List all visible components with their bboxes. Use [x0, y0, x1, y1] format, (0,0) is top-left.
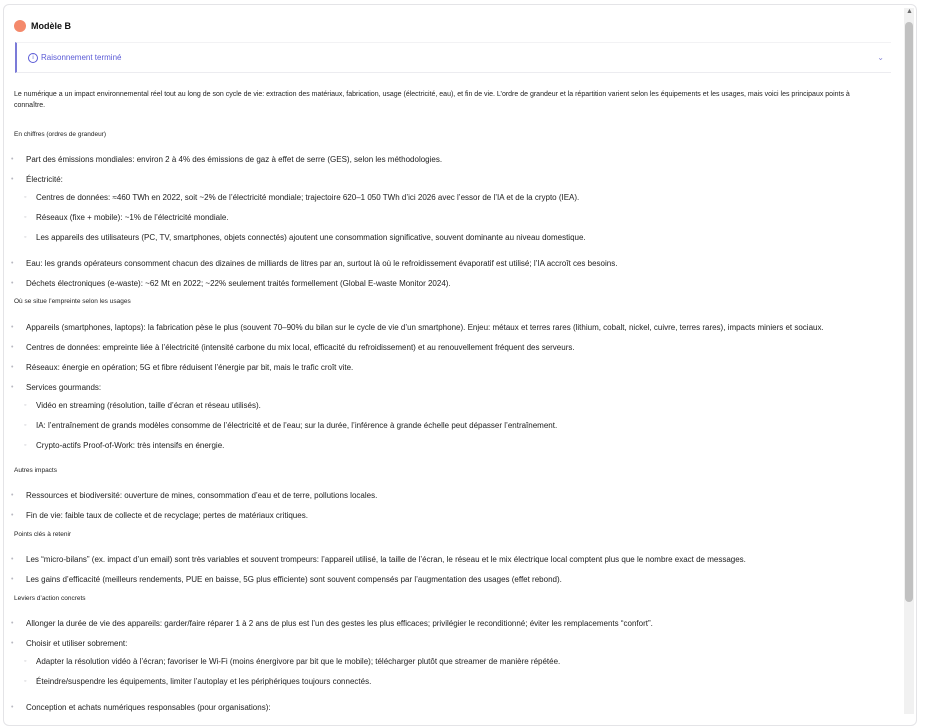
model-header — [14, 18, 71, 34]
list-item: • Allonger la durée de vie des appareils: garder/faire réparer 1 à 2 ans de plus est l’un des gestes les plus efficaces; privilégier le reconditionné; éviter les remplacements “confort”. — [14, 619, 653, 629]
info-icon: i — [28, 53, 38, 63]
list-item: • Électricité: — [14, 175, 63, 185]
scroll-up-icon[interactable]: ▲ — [906, 8, 913, 15]
vertical-scrollbar[interactable] — [904, 8, 914, 714]
list-item: • Eau: les grands opérateurs consomment chacun des dizaines de milliards de litres par an, surtout là où le refroidissement évaporatif est utilisé; l’IA accroît ces besoins. — [14, 259, 617, 269]
scrollbar-thumb[interactable] — [905, 22, 913, 602]
sub-list-item: ◦ Éteindre/suspendre les équipements, limiter l’autoplay et les périphériques toujours connectés. — [24, 677, 371, 687]
sub-list-item: ◦ Vidéo en streaming (résolution, taille d’écran et réseau utilisés). — [24, 401, 261, 411]
reasoning-label: Raisonnement terminé — [41, 53, 122, 62]
sub-list-item: ◦ Centres de données: ≈460 TWh en 2022, soit ~2% de l’électricité mondiale; trajectoire 620–1 050 TWh d’ici 2026 avec l’essor de l’IA et de la crypto (IEA). — [24, 193, 579, 203]
section-heading: En chiffres (ordres de grandeur) — [14, 131, 107, 138]
model-name: Modèle B — [31, 21, 72, 31]
list-item: • Choisir et utiliser sobrement: — [14, 639, 127, 649]
sub-list-item: ◦ IA: l’entraînement de grands modèles consomme de l’électricité et de l’eau; sur la durée, l’inférence à grande échelle peut dépasser l’entraînement. — [24, 421, 557, 431]
list-item: • Centres de données: empreinte liée à l’électricité (intensité carbone du mix local, efficacité du refroidissement) et au renouvellement fréquent des serveurs. — [14, 343, 575, 353]
intro-paragraph: Le numérique a un impact environnemental réel tout au long de son cycle de vie: extraction des matériaux, fabrication, usage (électricité, eau), et fin de vie. L’ordre de grandeur et la répartition varient selon les équipements et les usages, mais voici les principaux points à connaître. — [14, 91, 850, 109]
list-item: • Appareils (smartphones, laptops): la fabrication pèse le plus (souvent 70–90% du bilan sur le cycle de vie d’un smartphone). Enjeu: métaux et terres rares (lithium, cobalt, nickel, cuivre, terres rares), impacts miniers et sociaux. — [14, 323, 824, 333]
sub-list-item: ◦ Adapter la résolution vidéo à l’écran; favoriser le Wi-Fi (moins énergivore par bit que le mobile); télécharger plutôt que streamer de manière répétée. — [24, 657, 560, 667]
list-item: • Conception et achats numériques responsables (pour organisations): — [14, 703, 271, 713]
response-card — [3, 4, 917, 726]
chevron-down-icon[interactable]: ⌄ — [877, 53, 884, 62]
list-item: • Services gourmands: — [14, 383, 101, 393]
list-item: • Les gains d’efficacité (meilleurs rendements, PUE en baisse, 5G plus efficiente) sont souvent compensés par l’augmentation des usages (effet rebond). — [14, 575, 562, 585]
section-heading: Où se situe l’empreinte selon les usages — [14, 298, 131, 305]
list-item: • Part des émissions mondiales: environ 2 à 4% des émissions de gaz à effet de serre (GES), selon les méthodologies. — [14, 155, 442, 165]
sub-list-item: ◦ Crypto-actifs Proof-of-Work: très intensifs en énergie. — [24, 441, 224, 451]
list-item: • Fin de vie: faible taux de collecte et de recyclage; pertes de matériaux critiques. — [14, 511, 308, 521]
section-heading: Autres impacts — [14, 467, 57, 474]
section-heading: Points clés à retenir — [14, 531, 72, 538]
list-item: • Les “micro-bilans” (ex. impact d’un email) sont très variables et souvent trompeurs: l’appareil utilisé, la taille de l’écran, le réseau et le mix électrique local comptent plus que le nombre exact de messages. — [14, 555, 746, 565]
sub-list-item: ◦ Réseaux (fixe + mobile): ~1% de l’électricité mondiale. — [24, 213, 229, 223]
sub-list-item: ◦ Les appareils des utilisateurs (PC, TV, smartphones, objets connectés) ajoutent une consommation significative, souvent dominante au niveau domestique. — [24, 233, 586, 243]
model-avatar — [14, 20, 26, 32]
list-item: • Ressources et biodiversité: ouverture de mines, consommation d’eau et de terre, pollutions locales. — [14, 491, 377, 501]
list-item: • Réseaux: énergie en opération; 5G et fibre réduisent l’énergie par bit, mais le trafic croît vite. — [14, 363, 353, 373]
section-heading: Leviers d’action concrets — [14, 595, 86, 602]
reasoning-toggle[interactable] — [15, 42, 891, 73]
list-item: • Déchets électroniques (e-waste): ~62 Mt en 2022; ~22% seulement traités formellement (Global E-waste Monitor 2024). — [14, 279, 451, 289]
